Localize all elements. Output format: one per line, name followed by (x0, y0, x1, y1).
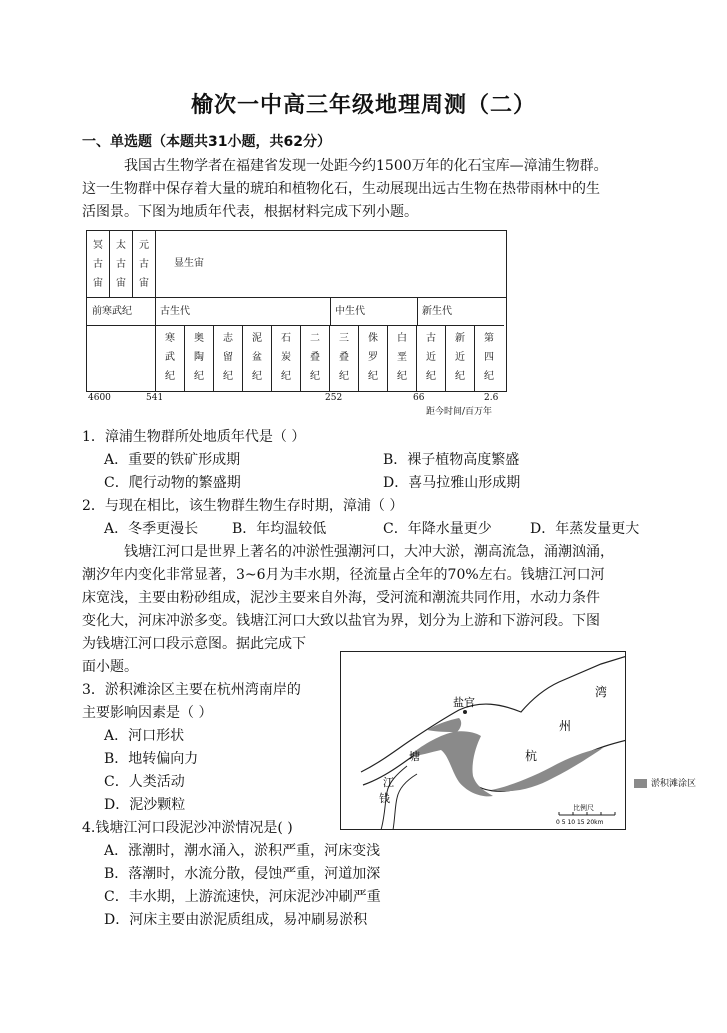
passage1-line2: 这一生物群中保存着大量的琥珀和植物化石，生动展现出远古生物在热带雨林中的生 (82, 181, 600, 197)
passage2-line5: 为钱塘江河口段示意图。据此完成下 (82, 636, 306, 652)
period-cell (185, 325, 214, 391)
q3-option-a[interactable]: A．河口形状 (104, 728, 185, 744)
q1-option-d[interactable]: D．喜马拉雅山形成期 (383, 475, 521, 491)
scale-value-541: 541 (146, 393, 164, 403)
geologic-time-table (86, 230, 507, 392)
q4-option-d[interactable]: D．河床主要由淤泥质组成，易冲刷易淤积 (104, 912, 368, 928)
q4-stem: 4.钱塘江河口段泥沙冲淤情况是( ) (82, 820, 293, 836)
q3-option-c[interactable]: C．人类活动 (104, 774, 185, 790)
eon-char: 元 (139, 240, 149, 251)
period-char: 第 (484, 333, 494, 344)
period-char: 罗 (368, 352, 378, 363)
eon-char: 古 (139, 259, 149, 270)
period-cell (330, 325, 359, 391)
section-heading: 一、单选题（本题共31小题，共62分） (82, 134, 331, 150)
period-cell (446, 325, 475, 391)
scale-bar-title: 比例尺 (573, 804, 594, 812)
period-char: 石 (281, 333, 291, 344)
label-hang: 杭 (525, 749, 538, 763)
q3-stem-line1: 3．淤积滩涂区主要在杭州湾南岸的 (82, 682, 301, 698)
yanguan-point (463, 710, 467, 714)
label-tang: 塘 (409, 750, 420, 763)
period-char: 白 (397, 333, 407, 344)
q4-option-a[interactable]: A．涨潮时，潮水涌入，淤积严重，河床变浅 (104, 843, 381, 859)
period-char: 纪 (339, 371, 349, 382)
passage2-line3: 床宽浅，主要由粉砂组成，泥沙主要来自外海，受河流和潮流共同作用，水动力条件 (82, 590, 600, 606)
phanerozoic-label: 显生宙 (174, 258, 204, 269)
qiantang-estuary-map (340, 651, 626, 830)
q1-option-b[interactable]: B．裸子植物高度繁盛 (383, 452, 520, 468)
q3-option-b[interactable]: B．地转偏向力 (104, 751, 199, 767)
eon-char: 古 (116, 259, 126, 270)
label-zhou: 州 (559, 719, 572, 733)
period-char: 泥 (252, 333, 262, 344)
label-yanguan: 盐官 (453, 696, 475, 709)
passage2-line1: 钱塘江河口是世界上著名的冲淤性强潮河口，大冲大淤，潮高流急，涌潮汹涌， (124, 544, 614, 560)
period-char: 新 (455, 333, 465, 344)
passage2-line6: 面小题。 (82, 659, 138, 675)
south-shoreline (363, 736, 626, 791)
legend-swatch (634, 779, 647, 788)
period-char: 陶 (194, 352, 204, 363)
period-char: 纪 (223, 371, 233, 382)
q3-option-d[interactable]: D．泥沙颗粒 (104, 797, 186, 813)
period-cell (214, 325, 243, 391)
eon-char: 宙 (116, 278, 126, 289)
q2-stem: 2．与现在相比，该生物群生物生存时期，漳浦（ ） (82, 498, 404, 514)
q2-option-c[interactable]: C．年降水量更少 (383, 521, 492, 537)
q4-option-b[interactable]: B．落潮时，水流分散，侵蚀严重，河道加深 (104, 866, 381, 882)
period-char: 纪 (368, 371, 378, 382)
scale-bar-ticks: 0 5 10 15 20km (556, 819, 604, 826)
era-label: 中生代 (335, 306, 365, 317)
scale-unit: 距今时间/百万年 (426, 407, 493, 417)
period-char: 纪 (252, 371, 262, 382)
label-qian: 钱 (379, 792, 390, 805)
eon-char: 宙 (139, 278, 149, 289)
period-char: 四 (484, 352, 494, 363)
period-char: 炭 (281, 352, 291, 363)
period-char: 古 (426, 333, 436, 344)
period-char: 留 (223, 352, 233, 363)
period-char: 侏 (368, 333, 378, 344)
period-char: 志 (223, 333, 233, 344)
precambrian-label: 前寒武纪 (92, 306, 132, 317)
scale-value-66: 66 (413, 393, 425, 403)
period-char: 纪 (426, 371, 436, 382)
legend-label: 淤积滩涂区 (651, 779, 697, 789)
scale-value-2-6: 2.6 (484, 393, 499, 403)
deposit-area-south-bay (491, 748, 603, 791)
page-title: 榆次一中高三年级地理周测（二） (190, 93, 536, 118)
period-char: 纪 (194, 371, 204, 382)
passage2-line4: 变化大，河床冲淤多变。钱塘江河口大致以盐官为界，划分为上游和下游河段。下图 (82, 613, 600, 629)
q1-option-a[interactable]: A．重要的铁矿形成期 (104, 452, 241, 468)
label-wan: 湾 (595, 685, 608, 699)
period-cell (359, 325, 388, 391)
precambrian-empty-cell (87, 325, 156, 391)
q4-option-c[interactable]: C．丰水期，上游流速快，河床泥沙冲刷严重 (104, 889, 381, 905)
period-char: 寒 (165, 333, 175, 344)
period-char: 叠 (339, 352, 349, 363)
eon-char: 太 (116, 240, 126, 251)
period-char: 二 (310, 333, 320, 344)
period-char: 纪 (310, 371, 320, 382)
deposit-area-yanguan (427, 718, 461, 732)
eon-cell-proterozoic (133, 231, 156, 297)
period-char: 纪 (484, 371, 494, 382)
q3-stem-line2: 主要影响因素是（ ） (82, 705, 213, 721)
period-char: 近 (426, 352, 436, 363)
period-char: 纪 (165, 371, 175, 382)
passage1-line3: 活图景。下图为地质年代表，根据材料完成下列小题。 (82, 204, 418, 220)
deposit-area-upper (409, 731, 493, 796)
period-char: 叠 (310, 352, 320, 363)
eon-cell-phanerozoic (156, 231, 506, 297)
era-label: 古生代 (160, 306, 190, 317)
eon-char: 冥 (93, 240, 103, 251)
period-cell (243, 325, 272, 391)
eon-cell-hadean (87, 231, 110, 297)
label-jiang: 江 (383, 776, 394, 789)
q2-option-a[interactable]: A．冬季更漫长 (104, 521, 199, 537)
precambrian-cell (87, 297, 156, 325)
period-cell (156, 325, 185, 391)
era-mesozoic (331, 297, 418, 325)
era-label: 新生代 (422, 306, 452, 317)
q1-option-c[interactable]: C．爬行动物的繁盛期 (104, 475, 241, 491)
eon-cell-archean (110, 231, 133, 297)
passage2-line2: 潮汐年内变化非常显著，3~6月为丰水期，径流量占全年的70%左右。钱塘江河口河 (82, 567, 605, 583)
scale-value-252: 252 (325, 393, 343, 403)
period-char: 近 (455, 352, 465, 363)
period-char: 武 (165, 352, 175, 363)
period-char: 盆 (252, 352, 262, 363)
passage1-line1: 我国古生物学者在福建省发现一处距今约1500万年的化石宝库—漳浦生物群。 (124, 158, 608, 174)
period-cell (272, 325, 301, 391)
period-char: 纪 (281, 371, 291, 382)
period-cell (475, 325, 504, 391)
river-bank-right (393, 774, 417, 830)
eon-char: 古 (93, 259, 103, 270)
eon-char: 宙 (93, 278, 103, 289)
q2-option-d[interactable]: D．年蒸发量更大 (530, 521, 640, 537)
era-cenozoic (418, 297, 506, 325)
q1-stem: 1．漳浦生物群所处地质年代是（ ） (82, 429, 306, 445)
period-char: 三 (339, 333, 349, 344)
estuary-map-svg (341, 652, 626, 830)
scale-value-4600: 4600 (88, 393, 111, 403)
period-cell (388, 325, 417, 391)
period-char: 纪 (397, 371, 407, 382)
q2-option-b[interactable]: B．年均温较低 (232, 521, 327, 537)
period-char: 纪 (455, 371, 465, 382)
period-char: 奥 (194, 333, 204, 344)
period-char: 垩 (397, 352, 407, 363)
period-cell (417, 325, 446, 391)
period-cell (301, 325, 330, 391)
era-paleozoic (156, 297, 331, 325)
